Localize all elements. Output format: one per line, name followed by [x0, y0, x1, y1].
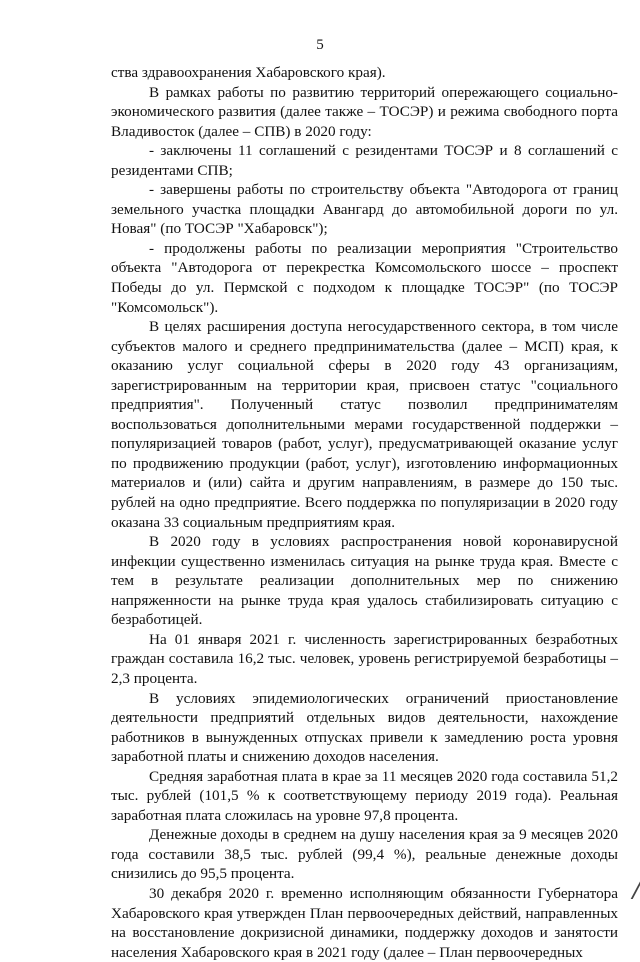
- paragraph: В целях расширения доступа негосударственного сектора, в том числе субъектов малого и среднего предпринимательства (далее – МСП) края, к оказанию услуг социальной сферы в 2020 году 43 организациям, зарегистрированным на территории края, присвоен статус "социального предприятия". Полученный статус позволил предпринимателям воспользоваться дополнительными мерами государственной поддержки – популяризацией товаров (работ, услуг), предусматривающей оказание услуг по продвижению продукции (работ, услуг), изготовлению информационных материалов и (или) сайта и другим направлениям, в размере до 150 тыс. рублей на одно предприятие. Всего поддержка по популяризации в 2020 году оказана 33 социальным предприятиям края.: [111, 318, 618, 531]
- paragraph: Денежные доходы в среднем на душу населения края за 9 месяцев 2020 года составили 38,5 тыс. рублей (99,4 %), реальные денежные доходы снизились до 95,5 процента.: [111, 826, 618, 883]
- list-item: - завершены работы по строительству объекта "Автодорога от границ земельного участка площадки Авангард до автомобильной дороги по ул. Новая" (по ТОСЭР "Хабаровск");: [111, 181, 618, 238]
- paragraph: В рамках работы по развитию территорий опережающего социально-экономического развития (далее также – ТОСЭР) и режима свободного порта Владивосток (далее – СПВ) в 2020 году:: [111, 83, 618, 140]
- list-item: - продолжены работы по реализации мероприятия "Строительство объекта "Автодорога от перекрестка Комсомольского шоссе – проспект Победы до ул. Пермской с подходом к площадке ТОСЭР" (по ТОСЭР "Комсомольск").: [111, 239, 618, 316]
- paragraph: ства здравоохранения Хабаровского края).: [111, 64, 386, 81]
- paragraph: В 2020 году в условиях распространения новой коронавирусной инфекции существенно изменилась ситуация на рынке труда края. Вместе с тем в результате реализации дополнительных мер по снижению напряженности на рынке труда края удалось стабилизировать ситуацию с безработицей.: [111, 533, 618, 629]
- paragraph: В условиях эпидемиологических ограничений приостановление деятельности предприятий отдельных видов деятельности, нахождение работников в вынужденных отпусках привели к замедлению роста уровня заработной платы и снижению доходов населения.: [111, 689, 618, 766]
- paragraph: 30 декабря 2020 г. временно исполняющим обязанности Губернатора Хабаровского края утвержден План первоочередных действий, направленных на восстановление докризисной динамики, поддержку доходов и занятости населения Хабаровского края в 2021 году (далее – План первоочередных: [111, 884, 618, 961]
- list-item: - заключены 11 соглашений с резидентами ТОСЭР и 8 соглашений с резидентами СПВ;: [111, 142, 618, 179]
- document-body: [111, 63, 618, 962]
- page-number: 5: [316, 37, 324, 53]
- scan-edge-mark: [617, 879, 640, 899]
- paragraph: Средняя заработная плата в крае за 11 месяцев 2020 года составила 51,2 тыс. рублей (101,5 % к соответствующему периоду 2019 года). Реальная заработная плата сложилась на уровне 97,8 процента.: [111, 767, 618, 824]
- paragraph: На 01 января 2021 г. численность зарегистрированных безработных граждан составила 16,2 тыс. человек, уровень регистрируемой безработицы – 2,3 процента.: [111, 630, 618, 687]
